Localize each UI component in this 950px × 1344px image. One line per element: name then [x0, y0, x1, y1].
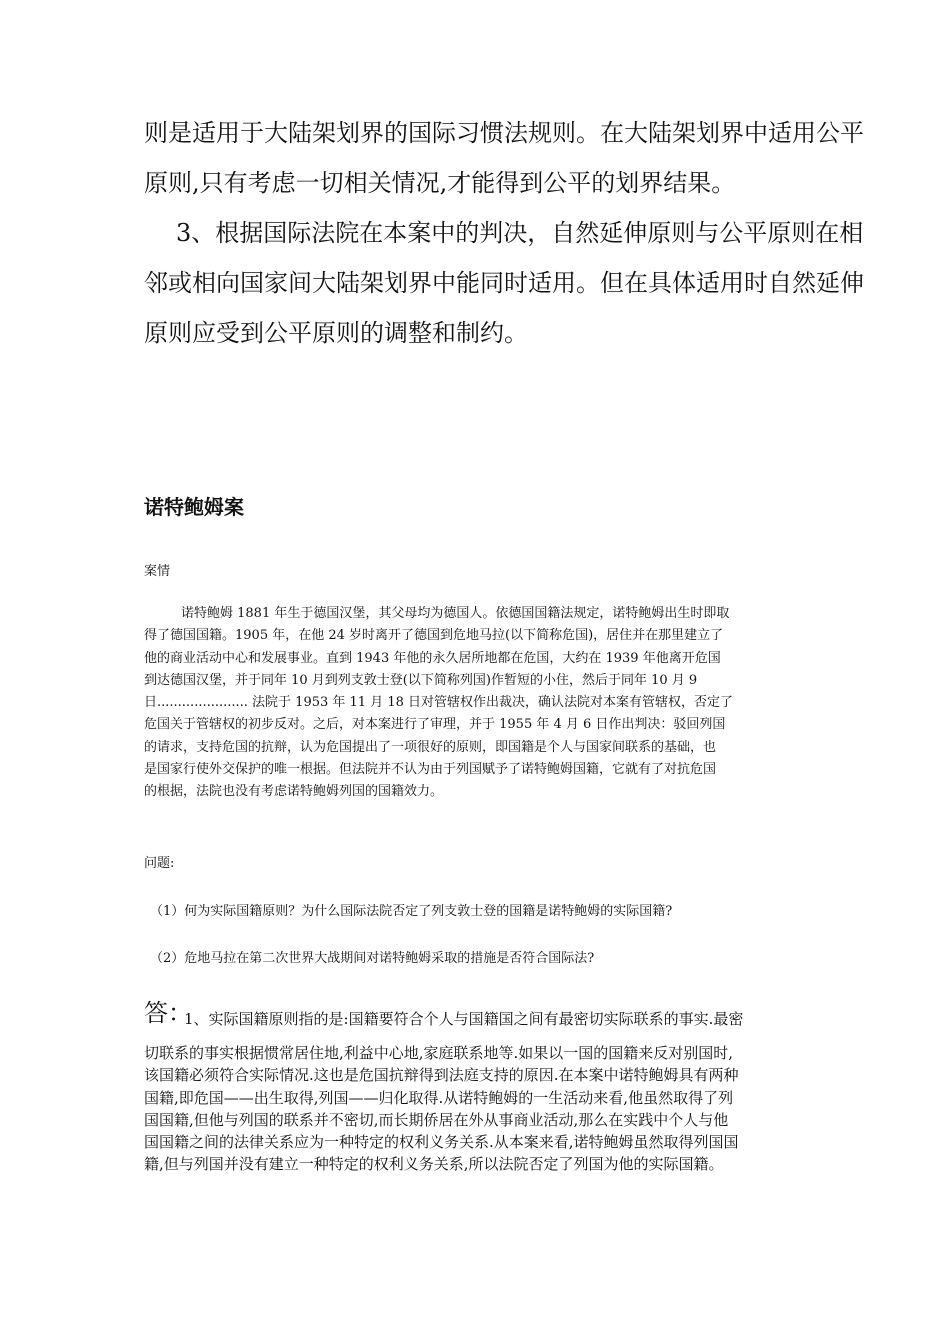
answer-line: 国籍,即危国——出生取得,列国——归化取得.从诺特鲍姆的一生活动来看,他虽然取得了列	[144, 1088, 734, 1107]
answer-line: 切联系的事实根据惯常居住地,利益中心地,家庭联系地等.如果以一国的国籍来反对别国时,	[144, 1044, 734, 1063]
question-2: （2）危地马拉在第二次世界大战期间对诺特鲍姆采取的措施是否符合国际法?	[150, 951, 595, 966]
answer-line: 国国籍之间的法律关系应为一种特定的权利义务关系.从本案来看,诺特鲍姆虽然取得列国国	[144, 1133, 739, 1152]
answer-line: 籍,但与列国并没有建立一种特定的权利义务关系,所以法院否定了列国为他的实际国籍。	[144, 1155, 724, 1174]
case-section-label: 案情	[144, 564, 171, 579]
top-line-4: 邻或相向国家间大陆架划界中能同时适用。但在具体适用时自然延伸	[144, 269, 864, 297]
facts-line: 得了德国国籍。1905 年，在他 24 岁时离开了德国到危地马拉(以下简称危国)，居住并在那里建立了	[144, 628, 724, 644]
facts-line: 的请求，支持危国的抗辩，认为危国提出了一项很好的原则，即国籍是个人与国家间联系的基础，也	[144, 739, 717, 755]
case-title: 诺特鲍姆案	[144, 495, 244, 519]
facts-line: 诺特鲍姆 1881 年生于德国汉堡，其父母均为德国人。依德国国籍法规定，诺特鲍姆出生时即取	[181, 606, 730, 621]
question-1: （1）何为实际国籍原则？为什么国际法院否定了列支敦士登的国籍是诺特鲍姆的实际国籍?	[150, 904, 673, 919]
facts-line: 的根据，法院也没有考虑诺特鲍姆列国的国籍效力。	[144, 784, 444, 800]
top-line-5: 原则应受到公平原则的调整和制约。	[144, 319, 528, 347]
facts-line: 他的商业活动中心和发展事业。直到 1943 年他的永久居所地都在危国，大约在 1939 年他离开危国	[144, 650, 721, 666]
answer-line: 1、实际国籍原则指的是:国籍要符合个人与国籍国之间有最密切实际联系的事实.最密	[184, 1010, 744, 1028]
facts-line: 到达德国汉堡，并于同年 10 月到列支敦士登(以下简称列国)作暂短的小住，然后于同年 10 月 9	[144, 672, 698, 688]
answer-line: 国国籍,但他与列国的联系并不密切,而长期侨居在外从事商业活动,那么在实践中个人与他	[144, 1110, 729, 1129]
answer-body	[144, 1008, 808, 1175]
top-line-1: 则是适用于大陆架划界的国际习惯法规则。在大陆架划界中适用公平	[144, 119, 864, 147]
answer-label: 答：	[144, 999, 192, 1027]
questions-label: 问题:	[144, 856, 175, 871]
facts-line: 日...................... 法院于 1953 年 11 月 18 日对管辖权作出裁决，确认法院对本案有管辖权，否定了	[144, 695, 734, 711]
top-line-2: 原则,只有考虑一切相关情况,才能得到公平的划界结果。	[144, 169, 736, 197]
top-line-3: 3、根据国际法院在本案中的判决，自然延伸原则与公平原则在相	[176, 219, 864, 247]
facts-line: 是国家行使外交保护的唯一根据。但法院并不认为由于列国赋予了诺特鲍姆国籍，它就有了对抗危国	[144, 762, 717, 778]
facts-line: 危国关于管辖权的初步反对。之后，对本案进行了审理，并于 1955 年 4 月 6 日作出判决：驳回列国	[144, 717, 726, 733]
case-facts	[144, 603, 808, 804]
answer-line: 该国籍必须符合实际情况.这也是危国抗辩得到法庭支持的原因.在本案中诺特鲍姆具有两种	[144, 1066, 739, 1085]
